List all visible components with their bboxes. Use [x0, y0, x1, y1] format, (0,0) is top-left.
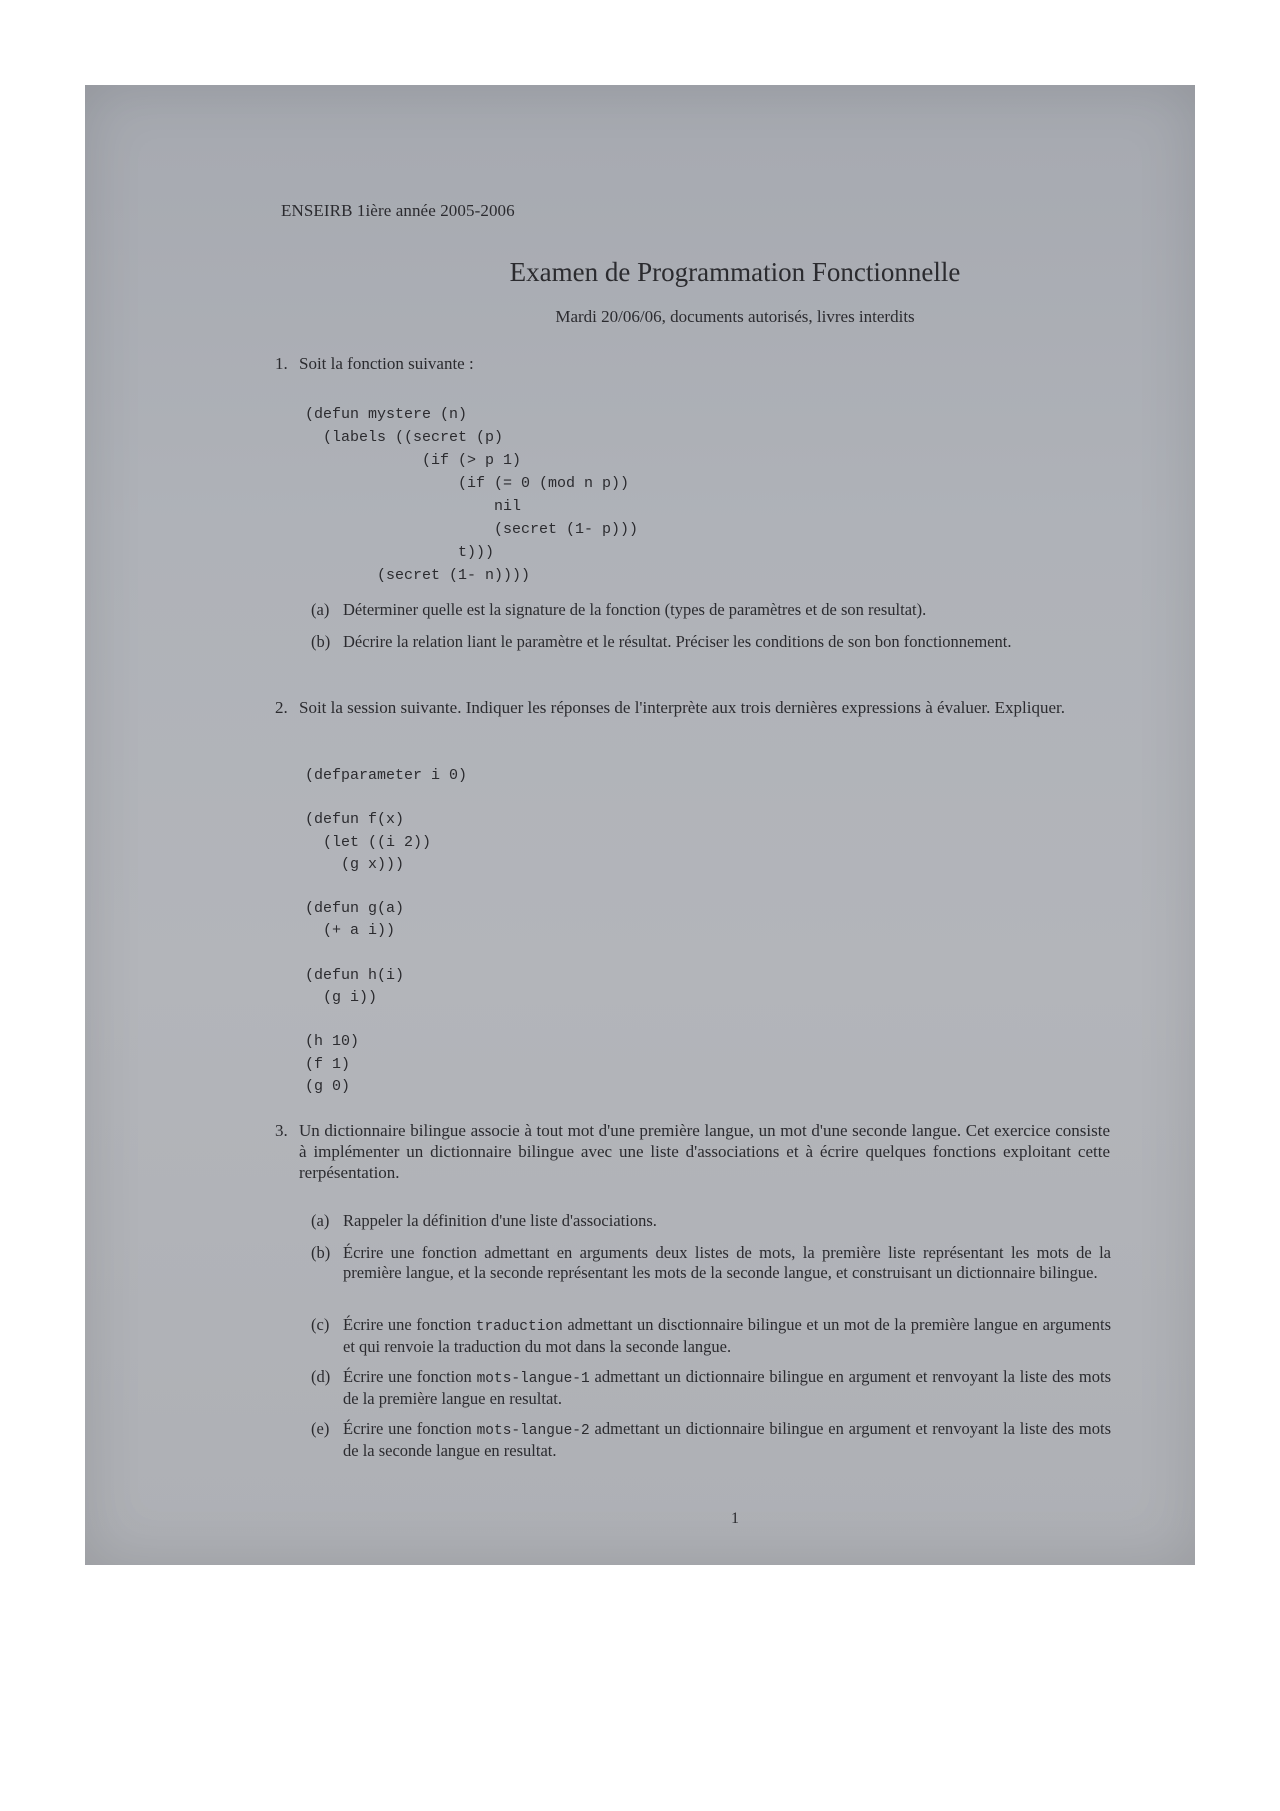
function-name-traduction: traduction	[475, 1319, 563, 1335]
sub-text-post: admettant un dictionnaire bilingue en argument et renvoyant la liste des mots de la première langue en resultat.	[343, 1367, 1112, 1408]
question-3a	[311, 1211, 1111, 1231]
question-3d	[311, 1367, 1111, 1409]
sub-label: (e)	[311, 1419, 330, 1438]
question-3b	[311, 1243, 1111, 1283]
question-1	[275, 353, 1110, 374]
question-text: Soit la session suivante. Indiquer les réponses de l'interprète aux trois dernières expressions à évaluer. Expliquer.	[299, 698, 1065, 717]
question-3	[275, 1120, 1110, 1183]
sub-text: Déterminer quelle est la signature de la fonction (types de paramètres et de son resultat).	[343, 600, 927, 619]
code-block-session: (defparameter i 0) (defun f(x) (let ((i 2)) (g x))) (defun g(a) (+ a i)) (defun h(i) (g i)) (h 10) (f 1) (g 0)	[305, 767, 468, 1095]
sub-text: Rappeler la définition d'une liste d'associations.	[343, 1211, 657, 1230]
sub-label: (d)	[311, 1367, 331, 1386]
question-1a	[311, 600, 1111, 620]
sub-label: (b)	[311, 1243, 331, 1262]
school-header: ENSEIRB 1ière année 2005-2006	[281, 201, 515, 220]
sub-text: Écrire une fonction admettant en arguments deux listes de mots, la première liste représentant les mots de la première langue, et la seconde représentant les mots de la seconde langue, et construisant un dictionnaire bilingue.	[343, 1243, 1111, 1282]
question-text: Un dictionnaire bilingue associe à tout mot d'une première langue, un mot d'une seconde langue. Cet exercice consiste à implémenter un dictionnaire bilingue avec une liste d'associations et à écrire quelques fonctions exploitant cette rerpésentation.	[299, 1121, 1110, 1182]
question-number: 2.	[275, 698, 288, 717]
sub-text-post: admettant un dictionnaire bilingue en argument et renvoyant la liste des mots de la seconde langue en resultat.	[343, 1419, 1112, 1460]
exam-subtitle: Mardi 20/06/06, documents autorisés, livres interdits	[555, 307, 915, 326]
exam-title: Examen de Programmation Fonctionnelle	[509, 257, 961, 287]
sub-text	[343, 1419, 1111, 1461]
sub-text: Décrire la relation liant le paramètre et le résultat. Préciser les conditions de son bon fonctionnement.	[343, 632, 1012, 651]
question-text: Soit la fonction suivante :	[299, 354, 474, 373]
question-number: 3.	[275, 1121, 288, 1140]
exam-photo	[85, 85, 1195, 1565]
sub-label: (c)	[311, 1315, 330, 1334]
function-name-mots-langue-2: mots-langue-2	[476, 1423, 590, 1439]
function-name-mots-langue-1: mots-langue-1	[476, 1371, 590, 1387]
question-3c	[311, 1315, 1111, 1357]
sub-label: (a)	[311, 1211, 330, 1230]
sub-text-post: admettant un disctionnaire bilingue et un mot de la première langue en arguments et qui renvoie la traduction du mot dans la seconde langue.	[343, 1315, 1112, 1356]
sub-text	[343, 1367, 1111, 1409]
exam-page	[85, 85, 1195, 1565]
question-2	[275, 697, 1110, 718]
sub-text-pre: Écrire une fonction	[343, 1315, 476, 1334]
page-number: 1	[731, 1510, 739, 1527]
sub-text	[343, 1315, 1111, 1357]
code-block-mystere: (defun mystere (n) (labels ((secret (p) (if (> p 1) (if (= 0 (mod n p)) nil (secret (1- p))) t))) (secret (1- n))))	[305, 406, 639, 584]
question-number: 1.	[275, 354, 288, 373]
question-1b	[311, 632, 1111, 652]
question-3e	[311, 1419, 1111, 1461]
sub-text-pre: Écrire une fonction	[343, 1367, 477, 1386]
sub-label: (b)	[311, 632, 331, 651]
sub-text-pre: Écrire une fonction	[343, 1419, 477, 1438]
sub-label: (a)	[311, 600, 330, 619]
